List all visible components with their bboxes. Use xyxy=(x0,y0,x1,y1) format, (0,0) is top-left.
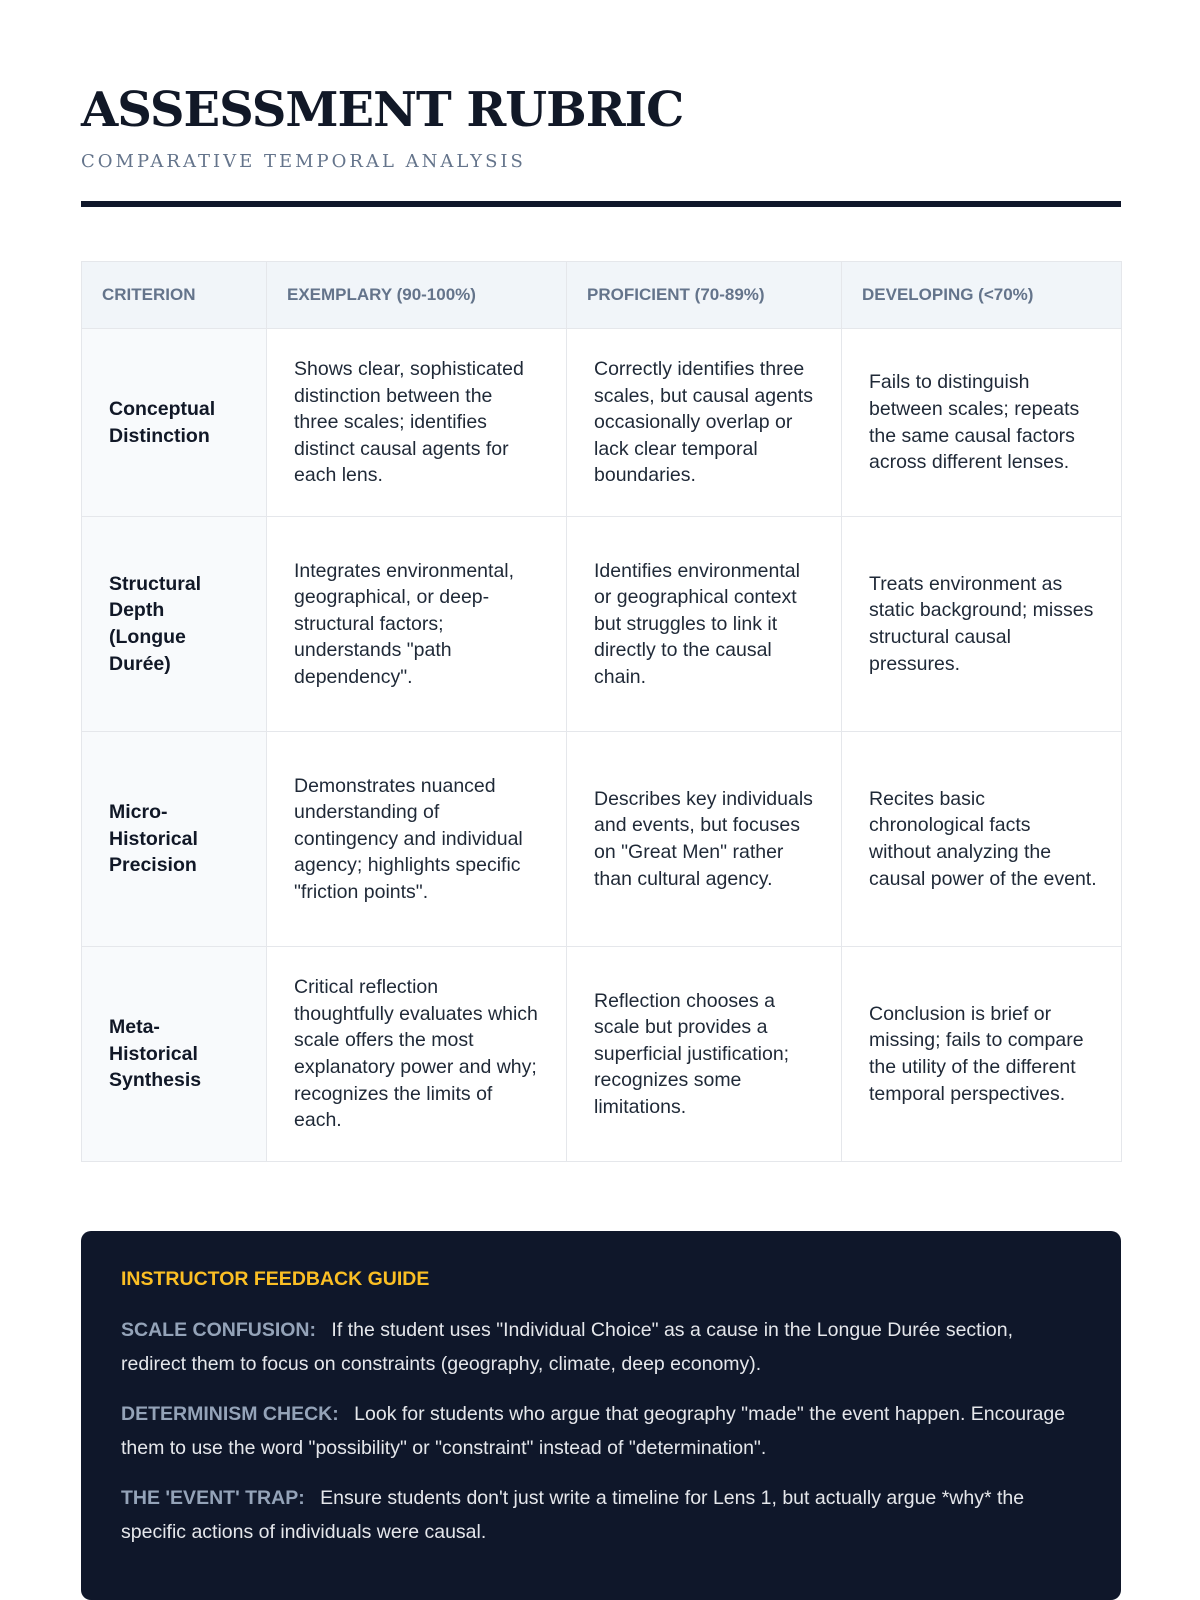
proficient-cell: Describes key individuals and events, but focuses on "Great Men" rather than cultural agency. xyxy=(567,732,842,947)
column-header-criterion: CRITERION xyxy=(82,262,267,329)
criterion-cell: Micro-Historical Precision xyxy=(82,732,267,947)
feedback-tip xyxy=(121,1397,1081,1465)
column-header-proficient: PROFICIENT (70-89%) xyxy=(567,262,842,329)
criterion-cell: Meta-Historical Synthesis xyxy=(82,947,267,1162)
developing-cell: Treats environment as static background; misses structural causal pressures. xyxy=(842,517,1122,732)
feedback-tip-text: Look for students who argue that geography "made" the event happen. Encourage them to use the word "possibility" or "constraint" instead of "determination". xyxy=(121,1403,1066,1459)
feedback-tip-label: SCALE CONFUSION: xyxy=(121,1319,316,1341)
rubric-table xyxy=(81,261,1122,1162)
page-subtitle: COMPARATIVE TEMPORAL ANALYSIS xyxy=(81,151,526,172)
table-row xyxy=(82,732,1122,947)
table-row xyxy=(82,329,1122,517)
table-row xyxy=(82,517,1122,732)
feedback-tip-label: DETERMINISM CHECK: xyxy=(121,1403,339,1425)
exemplary-cell: Integrates environmental, geographical, or deep-structural factors; understands "path dependency". xyxy=(267,517,567,732)
column-header-developing: DEVELOPING (<70%) xyxy=(842,262,1122,329)
exemplary-cell: Demonstrates nuanced understanding of contingency and individual agency; highlights specific "friction points". xyxy=(267,732,567,947)
feedback-tip xyxy=(121,1481,1081,1549)
feedback-guide-title: INSTRUCTOR FEEDBACK GUIDE xyxy=(121,1268,430,1290)
feedback-guide-panel xyxy=(81,1231,1121,1600)
proficient-cell: Identifies environmental or geographical context but struggles to link it directly to the causal chain. xyxy=(567,517,842,732)
table-row xyxy=(82,947,1122,1162)
table-header-row xyxy=(82,262,1122,329)
proficient-cell: Correctly identifies three scales, but causal agents occasionally overlap or lack clear temporal boundaries. xyxy=(567,329,842,517)
column-header-exemplary: EXEMPLARY (90-100%) xyxy=(267,262,567,329)
developing-cell: Fails to distinguish between scales; repeats the same causal factors across different lenses. xyxy=(842,329,1122,517)
feedback-tip-text: Ensure students don't just write a timeline for Lens 1, but actually argue *why* the specific actions of individuals were causal. xyxy=(121,1487,1025,1543)
feedback-tip-text: If the student uses "Individual Choice" as a cause in the Longue Durée section, redirect them to focus on constraints (geography, climate, deep economy). xyxy=(121,1319,1014,1375)
exemplary-cell: Shows clear, sophisticated distinction between the three scales; identifies distinct causal agents for each lens. xyxy=(267,329,567,517)
page-title: ASSESSMENT RUBRIC xyxy=(81,82,684,138)
feedback-tip xyxy=(121,1313,1081,1381)
exemplary-cell: Critical reflection thoughtfully evaluates which scale offers the most explanatory power and why; recognizes the limits of each. xyxy=(267,947,567,1162)
criterion-cell: Conceptual Distinction xyxy=(82,329,267,517)
developing-cell: Recites basic chronological facts without analyzing the causal power of the event. xyxy=(842,732,1122,947)
title-divider xyxy=(81,201,1121,207)
developing-cell: Conclusion is brief or missing; fails to compare the utility of the different temporal perspectives. xyxy=(842,947,1122,1162)
proficient-cell: Reflection chooses a scale but provides a superficial justification; recognizes some limitations. xyxy=(567,947,842,1162)
feedback-tip-label: THE 'EVENT' TRAP: xyxy=(121,1487,305,1509)
criterion-cell: Structural Depth (Longue Durée) xyxy=(82,517,267,732)
